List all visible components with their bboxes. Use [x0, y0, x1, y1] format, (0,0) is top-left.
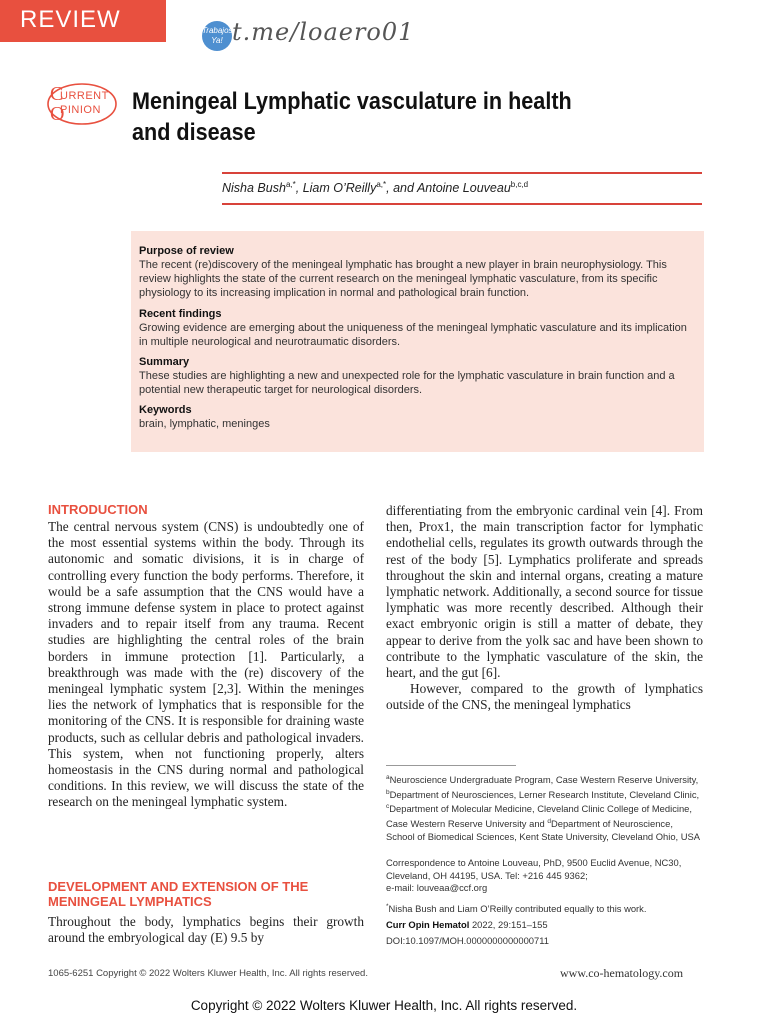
aff-b: Department of Neurosciences, Lerner Research Institute, Cleveland Clinic, — [389, 788, 700, 800]
watermark-badge-icon: Trabajos Ya! — [202, 21, 232, 51]
footer-copyright: 1065-6251 Copyright © 2022 Wolters Kluwer Health, Inc. All rights reserved. — [48, 968, 368, 979]
purpose-text: The recent (re)discovery of the meningeal lymphatic has brought a new player in brain neurophysiology. This review highlights the state of the current research on the meningeal lymphatic vasculature, from its specific physiology to its increasing implication in normal and pathological brain function. — [139, 259, 667, 300]
contrib-sup: * — [386, 903, 389, 910]
keywords-heading: Keywords — [139, 404, 192, 417]
purpose-heading: Purpose of review — [139, 245, 234, 257]
article-title — [132, 86, 600, 148]
aff-sup-a: a — [386, 774, 390, 781]
summary-heading: Summary — [139, 356, 190, 369]
findings-text: Growing evidence are emerging about the uniqueness of the meningeal lymphatic vasculature and its implication in multiple neurological and neurotraumatic disorders. — [139, 321, 687, 348]
author-3-sup: b,c,d — [510, 180, 529, 189]
right-paragraph-2: However, compared to the growth of lymphatics outside of the CNS, the meningeal lymphatics — [386, 681, 703, 713]
logo-letter-o: O — [50, 103, 65, 125]
bottom-rule — [222, 203, 702, 205]
page-copyright: Copyright © 2022 Wolters Kluwer Health, Inc. All rights reserved. — [190, 998, 578, 1013]
contribution-note — [386, 901, 703, 916]
affiliation-rule — [386, 765, 516, 766]
journal-name: Curr Opin Hematol — [386, 919, 470, 930]
aff-sup-b: b — [386, 788, 390, 796]
right-paragraph-1: differentiating from the embryonic cardinal vein [4]. From then, Prox1, the main transcription factor for lymphatic endothelial cells, regulates its growth outwards through the rest of the body [5]. Lymphatics proliferate and spreads throughout the skin and internal organs, creating a mature lymphatic network. Additionally, a second source for tissue lymphatic was more recently described. Although their exact embryonic origin is still a matter of debate, they appear to derive from the yolk sac and have been shown to contribute to the lymphatic vasculature of the skin, the heart, and the gut [6]. — [386, 503, 703, 681]
citation-block — [386, 917, 703, 948]
correspondence-address: Correspondence to Antoine Louveau, PhD, 9500 Euclid Avenue, NC30, Cleveland, OH 44195, USA. Tel: +216 445 9362; — [386, 857, 682, 881]
aff-sup-c: c — [386, 803, 390, 811]
findings-heading: Recent findings — [139, 307, 222, 320]
author-1-sup: a,* — [285, 180, 296, 189]
development-text: Throughout the body, lymphatics begins their growth around the embryological day (E) 9.5 by — [48, 914, 364, 946]
author-and: , and — [386, 181, 417, 196]
citation: 2022, 29:151–155 — [469, 919, 548, 930]
keywords-text: brain, lymphatic, meninges — [139, 418, 270, 431]
contrib-text: Nisha Bush and Liam O’Reilly contributed equally to this work. — [388, 903, 647, 915]
title-line2: and disease — [132, 119, 256, 146]
development-heading — [48, 879, 308, 909]
aff-sup-d: d — [547, 818, 551, 826]
logo-letter-c: C — [50, 83, 64, 105]
affiliations — [386, 772, 703, 843]
watermark-text: t.me/loaero01 — [232, 18, 415, 46]
doi: DOI:10.1097/MOH.0000000000000711 — [386, 934, 549, 946]
development-heading-line1: DEVELOPMENT AND EXTENSION OF THE — [48, 879, 309, 894]
author-1: Nisha Bush — [222, 181, 286, 196]
right-column — [386, 503, 703, 714]
correspondence — [386, 857, 703, 895]
summary-text: These studies are highlighting a new and unexpected role for the lymphatic vasculature in brain function and a potential new therapeutic target for neurological disorders. — [139, 370, 675, 397]
author-2: Liam O’Reilly — [302, 181, 377, 196]
aff-c: Department of Molecular Medicine, Cleveland Clinic College of Medicine, Case Western Reserve University and — [386, 803, 692, 830]
abstract-box — [131, 231, 704, 452]
current-opinion-logo — [46, 82, 118, 126]
footer-website: www.co-hematology.com — [560, 966, 684, 980]
author-3: Antoine Louveau — [416, 181, 511, 196]
aff-d: Department of Neuroscience, School of Biomedical Sciences, Kent State University, Cleveland Ohio, USA — [386, 818, 701, 842]
intro-text: The central nervous system (CNS) is undoubtedly one of the most essential systems within the body. Through its autonomic and somatic divisions, it is in charge of controlling every function the body performs. Therefore, it would be a safe assumption that the CNS would have a strong immune defense system in place to protect against invaders and to repair itself from any trauma. Recent studies are highlighting the central roles of the brain borders in immune protection [1]. Particularly, a breakthrough was made with the (re) discovery of the meningeal lymphatic system [2,3]. Within the meninges lies the network of lymphatics that is responsible for the monitoring of the CNS. It is responsible for draining waste products, such as cellular debris and pathological invaders. This system, when not functioning properly, alters homeostasis in the CNS during normal and pathological conditions. In this review, we will discuss the state of the research on the meningeal lymphatic system. — [48, 519, 364, 810]
author-list: Nisha Bush$^{a,*}$, Liam O’Reilly$^{a,*}$, and Antoine Louveau$^{b,c,d}$ — [222, 180, 529, 196]
author-2-sup: a,* — [376, 180, 387, 189]
top-rule — [222, 172, 702, 174]
watermark — [202, 18, 415, 58]
title-line1: Meningeal Lymphatic vasculature in health — [132, 88, 572, 115]
correspondence-email: e-mail: louveaa@ccf.org — [386, 882, 488, 894]
aff-a: Neuroscience Undergraduate Program, Case Western Reserve University, — [389, 774, 699, 786]
logo-line1: URRENT — [60, 90, 109, 102]
development-heading-line2: MENINGEAL LYMPHATICS — [48, 894, 212, 909]
intro-heading: INTRODUCTION — [48, 502, 148, 517]
review-tab: REVIEW — [0, 0, 166, 42]
logo-line2: PINION — [60, 104, 101, 116]
